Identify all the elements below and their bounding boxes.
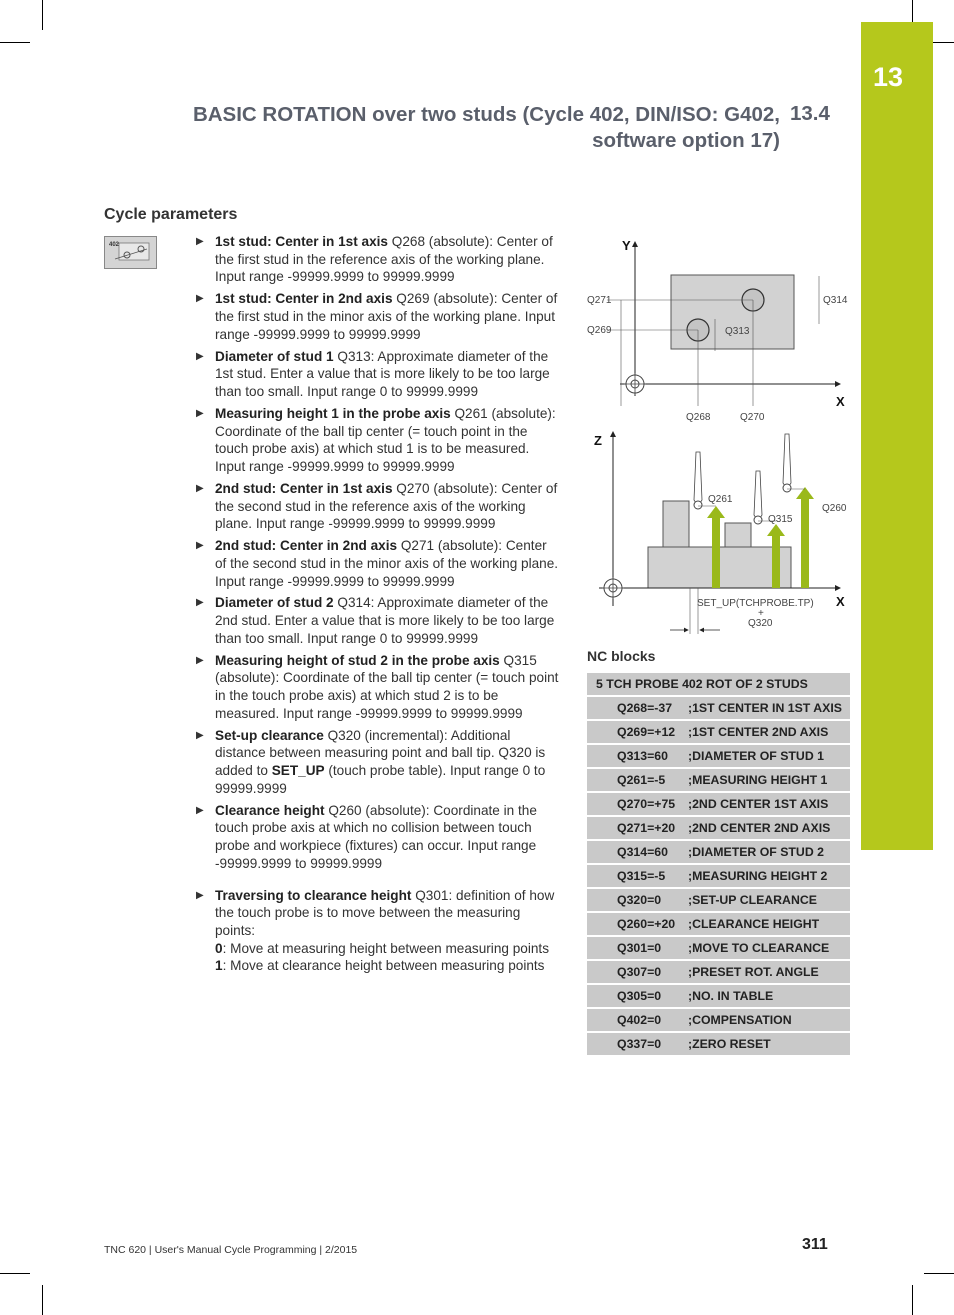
bullet-arrow-icon: ▶ [196,729,204,741]
param-bold-ref: SET_UP [271,763,325,779]
header-title-line1: BASIC ROTATION over two studs (Cycle 402, DIN/ISO: G402, [192,103,780,126]
label-q315: Q315 [768,514,793,525]
param-name: Measuring height 1 in the probe axis [215,405,451,421]
param-name: Clearance height [215,802,325,818]
param-name: 1st stud: Center in 1st axis [215,234,388,249]
nc-param: Q301=0 [617,941,662,955]
nc-param: Q314=60 [617,845,668,859]
label-q268: Q268 [686,412,711,423]
label-q314: Q314 [823,295,848,306]
header-title-line2: software option 17) [592,129,780,152]
nc-row [587,817,850,839]
label-q271: Q271 [587,295,612,306]
nc-param: Q260=+20 [617,917,676,931]
param-q260 [194,802,559,873]
nc-param: Q305=0 [617,989,662,1003]
nc-row [587,961,850,983]
param-desc-cont: (touch probe table). Input range 0 to 99999.9999 [215,763,546,796]
param-name: 2nd stud: Center in 2nd axis [215,538,398,554]
nc-comment: ;DIAMETER OF STUD 1 [688,749,824,763]
option-key: 0 [215,940,223,956]
param-desc: Q314: Approximate diameter of the 2nd stud. Enter a value that is more likely to be too large than too small. Input range 0 to 99999.9999 [215,595,555,646]
nc-comment: ;NO. IN TABLE [688,989,774,1003]
nc-comment: ;SET-UP CLEARANCE [688,893,817,907]
crop-mark [912,1285,913,1315]
label-z-axis: Z [594,433,602,448]
crop-mark [0,42,30,43]
nc-row [587,937,850,959]
param-desc: Q270 (absolute): Center of the second stud in the reference axis of the working plane. Input range -99999.9999 to 99999.9999 [215,480,558,532]
nc-comment: ;1ST CENTER 2ND AXIS [688,725,829,739]
parameter-list [194,233,559,979]
nc-row [587,889,850,911]
option-key: 1 [215,958,223,974]
bullet-arrow-icon: ▶ [196,350,204,362]
param-q261 [194,405,559,476]
param-q270 [194,480,559,533]
label-q269: Q269 [587,325,612,336]
section-number: 13.4 [790,102,830,125]
cycle-402-icon [104,236,157,269]
param-q315 [194,652,559,723]
nc-header-row: 5 TCH PROBE 402 ROT OF 2 STUDS [587,673,850,695]
cycle-icon-label: 402 [109,242,120,248]
crop-mark [42,0,43,30]
page-header-title [150,102,780,154]
nc-blocks-title: NC blocks [587,648,656,664]
param-name: 2nd stud: Center in 1st axis [215,480,393,496]
param-desc: Q320 (incremental): Additional distance between measuring point and ball tip. Q320 is added to [215,727,546,779]
nc-row [587,769,850,791]
workpiece-top [671,275,794,349]
param-name: Diameter of stud 1 [215,348,334,364]
probe-3 [783,434,791,489]
nc-row [587,697,850,719]
bullet-arrow-icon: ▶ [196,482,204,494]
param-q314 [194,594,559,647]
green-arrow-q260 [796,487,814,588]
cycle-diagram [585,236,855,636]
cycle-diagram-svg [585,236,855,636]
nc-comment: ;CLEARANCE HEIGHT [688,917,820,931]
probe-1 [694,452,702,506]
nc-comment: ;1ST CENTER IN 1ST AXIS [688,701,842,715]
bullet-arrow-icon: ▶ [196,804,204,816]
nc-row [587,913,850,935]
nc-comment: ;COMPENSATION [688,1013,792,1027]
nc-param: Q269=+12 [617,725,676,739]
nc-row [587,1033,850,1055]
nc-param: Q313=60 [617,749,668,763]
bullet-arrow-icon: ▶ [196,236,204,247]
nc-param: Q402=0 [617,1013,662,1027]
param-q301 [194,887,559,976]
bullet-arrow-icon: ▶ [196,597,204,609]
bullet-arrow-icon: ▶ [196,293,204,305]
param-q271 [194,537,559,590]
param-desc: Q261 (absolute): Coordinate of the ball tip center (= touch point in the touch probe axis) at which stud 1 is to be measured. Input range -99999.9999 to 99999.9999 [215,405,556,474]
nc-param: Q268=-37 [617,701,673,715]
stud-2-side [725,523,751,547]
param-name: Measuring height of stud 2 in the probe axis [215,652,500,668]
param-q313 [194,348,559,401]
nc-comment: ;ZERO RESET [688,1037,771,1051]
nc-row [587,1009,850,1031]
label-y-axis: Y [622,238,631,253]
nc-param: Q320=0 [617,893,662,907]
param-desc: Q269 (absolute): Center of the first stud in the minor axis of the working plane. Input range -99999.9999 to 99999.9999 [215,291,558,342]
label-q261: Q261 [708,494,733,505]
footer-text: TNC 620 | User's Manual Cycle Programming | 2/2015 [104,1244,358,1256]
param-desc: Q260 (absolute): Coordinate in the touch probe axis at which no collision between touch probe and workpiece (fixtures) can occur. Input range -99999.9999 to 99999.9999 [215,802,537,871]
label-plus: + [758,608,764,619]
label-x-axis-top: X [836,394,845,409]
nc-comment: ;MEASURING HEIGHT 1 [688,773,828,787]
label-q313: Q313 [725,326,750,337]
nc-row [587,721,850,743]
label-q260: Q260 [822,503,847,514]
param-q269 [194,290,559,343]
param-name: Set-up clearance [215,727,324,743]
nc-param: Q261=-5 [617,773,666,787]
nc-param: Q270=+75 [617,797,676,811]
param-desc: Q315 (absolute): Coordinate of the ball tip center (= touch point in the touch probe axis) at which stud 2 is to be measured. Input range -99999.9999 to 99999.9999 [215,652,559,721]
probe-2 [754,471,762,521]
nc-comment: ;2ND CENTER 1ST AXIS [688,797,829,811]
nc-param: Q271=+20 [617,821,676,835]
section-title: Cycle parameters [104,206,238,223]
bullet-arrow-icon: ▶ [196,889,204,901]
param-name: 1st stud: Center in 2nd axis [215,291,393,307]
nc-param: Q307=0 [617,965,662,979]
nc-comment: ;MEASURING HEIGHT 2 [688,869,828,883]
param-desc: Q268 (absolute): Center of the first stud in the reference axis of the working plane. Input range -99999.9999 to 99999.9999 [215,234,553,285]
option-text: : Move at measuring height between measuring points [222,940,549,956]
param-desc: Q271 (absolute): Center of the second stud in the minor axis of the working plane. Input range -99999.9999 to 99999.9999 [215,538,559,589]
crop-mark [0,1273,30,1274]
crop-mark [924,1273,954,1274]
nc-comment: ;2ND CENTER 2ND AXIS [688,821,831,835]
nc-comment: ;MOVE TO CLEARANCE [688,941,830,955]
param-desc: Q301: definition of how the touch probe is to move between the measuring points: [215,887,555,938]
param-name: Diameter of stud 2 [215,595,334,611]
nc-blocks-table [587,673,850,1057]
chapter-number: 13 [873,62,904,92]
chapter-tab [861,22,933,850]
nc-comment: ;DIAMETER OF STUD 2 [688,845,824,859]
nc-row [587,745,850,767]
param-q268 [194,233,559,286]
label-q320: Q320 [748,618,773,629]
bullet-arrow-icon: ▶ [196,540,204,552]
label-q270: Q270 [740,412,765,423]
param-name: Traversing to clearance height [215,887,412,903]
crop-mark [42,1285,43,1315]
nc-row [587,793,850,815]
option-text: : Move at clearance height between measuring points [222,958,545,974]
stud-1-side [663,501,689,547]
nc-param: Q337=0 [617,1037,662,1051]
nc-row [587,985,850,1007]
nc-param: Q315=-5 [617,869,666,883]
param-q320 [194,727,559,798]
nc-comment: ;PRESET ROT. ANGLE [688,965,819,979]
bullet-arrow-icon: ▶ [196,407,204,419]
param-desc: Q313: Approximate diameter of the 1st stud. Enter a value that is more likely to be too large than too small. Input range 0 to 99999.9999 [215,348,550,399]
nc-row [587,865,850,887]
bullet-arrow-icon: ▶ [196,654,204,666]
page-number: 311 [802,1236,828,1253]
label-x-axis-bottom: X [836,594,845,609]
label-setup: SET_UP(TCHPROBE.TP) [697,598,814,609]
nc-row [587,841,850,863]
